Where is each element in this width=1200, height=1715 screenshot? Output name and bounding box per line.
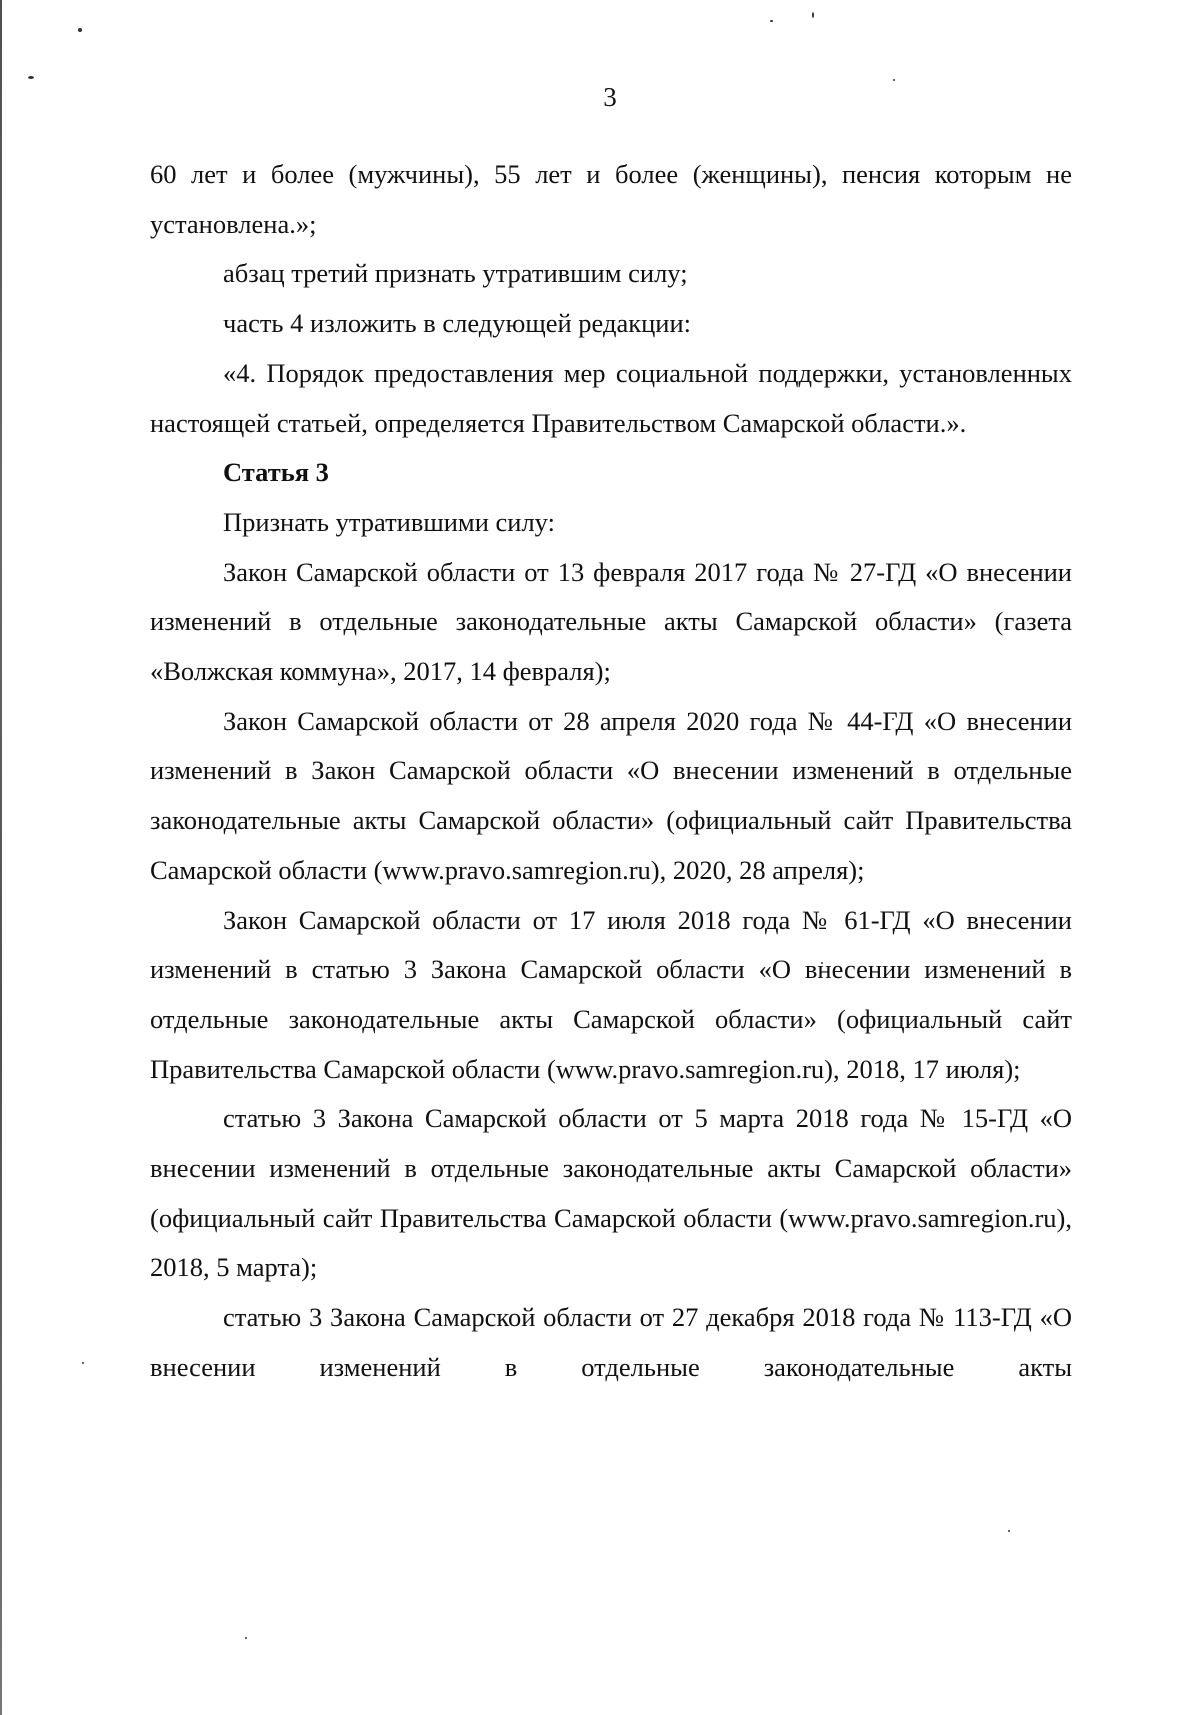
paragraph-part-4: «4. Порядок предоставления мер социальной поддержки, установленных настоящей статьей, определяется Правительством Самарской области.». (150, 357, 1072, 438)
paragraph-law-15-gd: статью 3 Закона Самарской области от 5 марта 2018 года № 15-ГД «О внесении изменений в отдельные законодательные акты Самарской области» (официальный сайт Правительства Самарской области (www.pravo.samregion.ru), 2018, 5 марта); (150, 1103, 1072, 1283)
scan-speck (28, 76, 34, 79)
paragraph-law-44-gd: Закон Самарской области от 28 апреля 2020 года № 44-ГД «О внесении изменений в Закон Самарской области «О внесении изменений в отдельные законодательные акты Самарской области» (официальный сайт Правительства Самарской области (www.pravo.samregion.ru), 2020, 28 апреля); (150, 705, 1072, 885)
scan-speck (82, 1362, 84, 1364)
scan-edge (0, 0, 2, 1715)
scan-speck (245, 1637, 247, 1639)
paragraph-repeal-intro: Признать утратившими силу: (223, 506, 555, 537)
paragraph-repeal-clause: абзац третий признать утратившим силу; (223, 258, 688, 289)
scan-speck (812, 12, 814, 18)
page-number: 3 (603, 82, 617, 112)
document-body (150, 150, 1072, 1393)
scan-speck (1008, 1530, 1010, 1532)
article-heading: Статья 3 (223, 457, 329, 488)
scan-speck (770, 20, 773, 22)
paragraph-law-113-gd: статью 3 Закона Самарской области от 27 декабря 2018 года № 113-ГД «О внесении изменений в отдельные законодательные акты (150, 1302, 1072, 1382)
paragraph-law-27-gd: Закон Самарской области от 13 февраля 2017 года № 27-ГД «О внесении изменений в отдельные законодательные акты Самарской области» (газета «Волжская коммуна», 2017, 14 февраля); (150, 556, 1072, 687)
paragraph-continuation: 60 лет и более (мужчины), 55 лет и более (женщины), пенсия которым не установлена.»; (150, 159, 1072, 239)
paragraph-amendment-intro: часть 4 изложить в следующей редакции: (223, 308, 691, 339)
paragraph-law-61-gd: Закон Самарской области от 17 июля 2018 года № 61-ГД «О внесении изменений в статью 3 Закона Самарской области «О внесении изменений в отдельные законодательные акты Самарской области» (официальный сайт Правительства Самарской области (www.pravo.samregion.ru), 2018, 17 июля); (150, 904, 1072, 1084)
scan-speck (78, 28, 82, 32)
scan-speck (893, 79, 895, 81)
